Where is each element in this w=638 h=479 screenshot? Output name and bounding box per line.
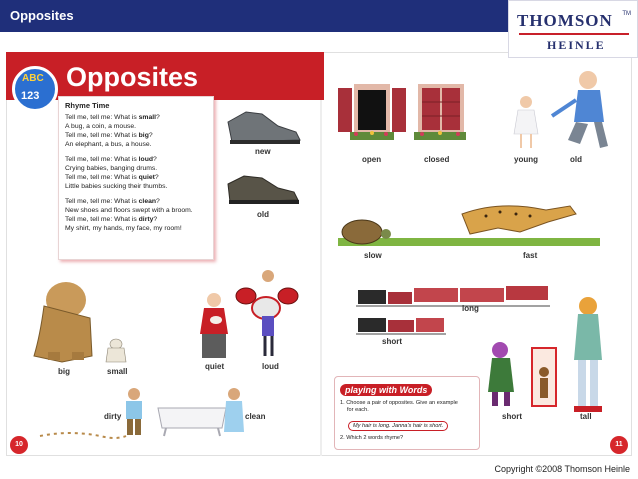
rhyme-keyword: small (138, 114, 157, 121)
rhyme-keyword: quiet (138, 174, 155, 181)
logo-trademark: TM (622, 11, 631, 17)
rhyme-line-punct: ? (148, 132, 153, 139)
activity-item-1-cont: for each. (347, 407, 369, 413)
label-big: big (58, 367, 70, 376)
mirror-icon (532, 348, 556, 406)
label-tall: tall (580, 412, 592, 421)
rhyme-line-text: My shirt, my hands, my face, my room! (65, 225, 182, 232)
activity-item-2-number: 2. (340, 435, 345, 441)
activity-item-1-text: Choose a pair of opposites. Give an example (346, 400, 458, 406)
rhyme-line-text: A bug, a coin, a mouse. (65, 123, 137, 130)
label-slow: slow (364, 251, 382, 260)
rhyme-keyword: dirty (138, 216, 154, 223)
rhyme-line-punct: ? (154, 174, 159, 181)
rhyme-line-text: Tell me, tell me: What is (65, 216, 139, 223)
slide-title: Opposites (10, 8, 74, 23)
logo-heinle: HEINLE (547, 38, 606, 52)
page-number-left: 10 (10, 436, 28, 454)
activity-item-1-number: 1. (340, 400, 345, 406)
old-shoe-icon (228, 176, 299, 204)
dirty-boy-icon (40, 388, 142, 438)
badge-numbers: 123 (21, 90, 40, 102)
rhyme-line-punct: ? (156, 198, 160, 205)
activity-title: playing with Words (340, 384, 432, 396)
big-dog-icon (34, 282, 92, 362)
activity-example: My hair is long. Janna's hair is short. (348, 421, 448, 431)
logo-thomson: THOMSON (517, 11, 613, 30)
rhyme-line-punct: ? (156, 114, 160, 121)
label-loud: loud (262, 362, 279, 371)
rhyme-line-punct: ? (153, 156, 157, 163)
rhyme-line-punct: ? (153, 216, 158, 223)
short-figure-icon (488, 342, 514, 406)
short-train-icon (356, 318, 446, 334)
rhyme-keyword: big (138, 132, 149, 139)
label-young: young (514, 155, 538, 164)
badge-letters: ABC (22, 73, 44, 84)
rhyme-keyword: clean (138, 198, 157, 205)
new-shoe-icon (228, 112, 300, 144)
label-fast: fast (523, 251, 538, 260)
rhyme-line-text: An elephant, a bus, a house. (65, 141, 152, 148)
long-train-icon (356, 286, 550, 306)
rhyme-line-text: Little babies sucking their thumbs. (65, 183, 168, 190)
rhyme-line-text: Tell me, tell me: What is (65, 132, 139, 139)
rhyme-keyword: loud (138, 156, 154, 163)
old-person-icon (552, 71, 608, 148)
small-dog-icon (106, 339, 126, 362)
label-open: open (362, 155, 382, 164)
bathtub-icon (158, 408, 226, 436)
rhyme-line-text: Tell me, tell me: What is (65, 114, 139, 121)
label-quiet: quiet (205, 362, 225, 371)
label-dirty: dirty (104, 412, 122, 421)
clean-girl-icon (224, 388, 244, 432)
label-short-person: short (502, 412, 522, 421)
activity-item-1 (340, 400, 474, 414)
loud-drummer-icon (236, 270, 298, 356)
open-window-icon (338, 84, 406, 140)
rhyme-line-text: Tell me, tell me: What is (65, 156, 139, 163)
activity-item-2-text: Which 2 words rhyme? (346, 435, 404, 441)
label-small: small (107, 367, 128, 376)
playing-with-words-box (334, 376, 480, 450)
rhyme-line-text: New shoes and floors swept with a broom. (65, 207, 193, 214)
lesson-title: Opposites (66, 62, 199, 92)
rhyme-title: Rhyme Time (65, 101, 110, 110)
copyright-notice: Copyright ©2008 Thomson Heinle (494, 464, 630, 474)
tall-clown-icon (574, 297, 602, 412)
activity-item-2 (340, 435, 474, 442)
label-clean: clean (245, 412, 266, 421)
label-short-train: short (382, 337, 402, 346)
young-girl-icon (514, 96, 538, 148)
quiet-mother-icon (200, 293, 228, 358)
page-number-right: 11 (610, 436, 628, 454)
label-old-person: old (570, 155, 582, 164)
rhyme-line-text: Tell me, tell me: What is (65, 174, 139, 181)
rhyme-line-text: Tell me, tell me: What is (65, 198, 139, 205)
closed-window-icon (414, 84, 466, 140)
label-old-shoe: old (257, 210, 269, 219)
fast-cheetah-icon (462, 206, 576, 234)
label-long: long (462, 304, 479, 313)
rhyme-line-text: Crying babies, banging drums. (65, 165, 158, 172)
label-new: new (255, 147, 271, 156)
label-closed: closed (424, 155, 450, 164)
